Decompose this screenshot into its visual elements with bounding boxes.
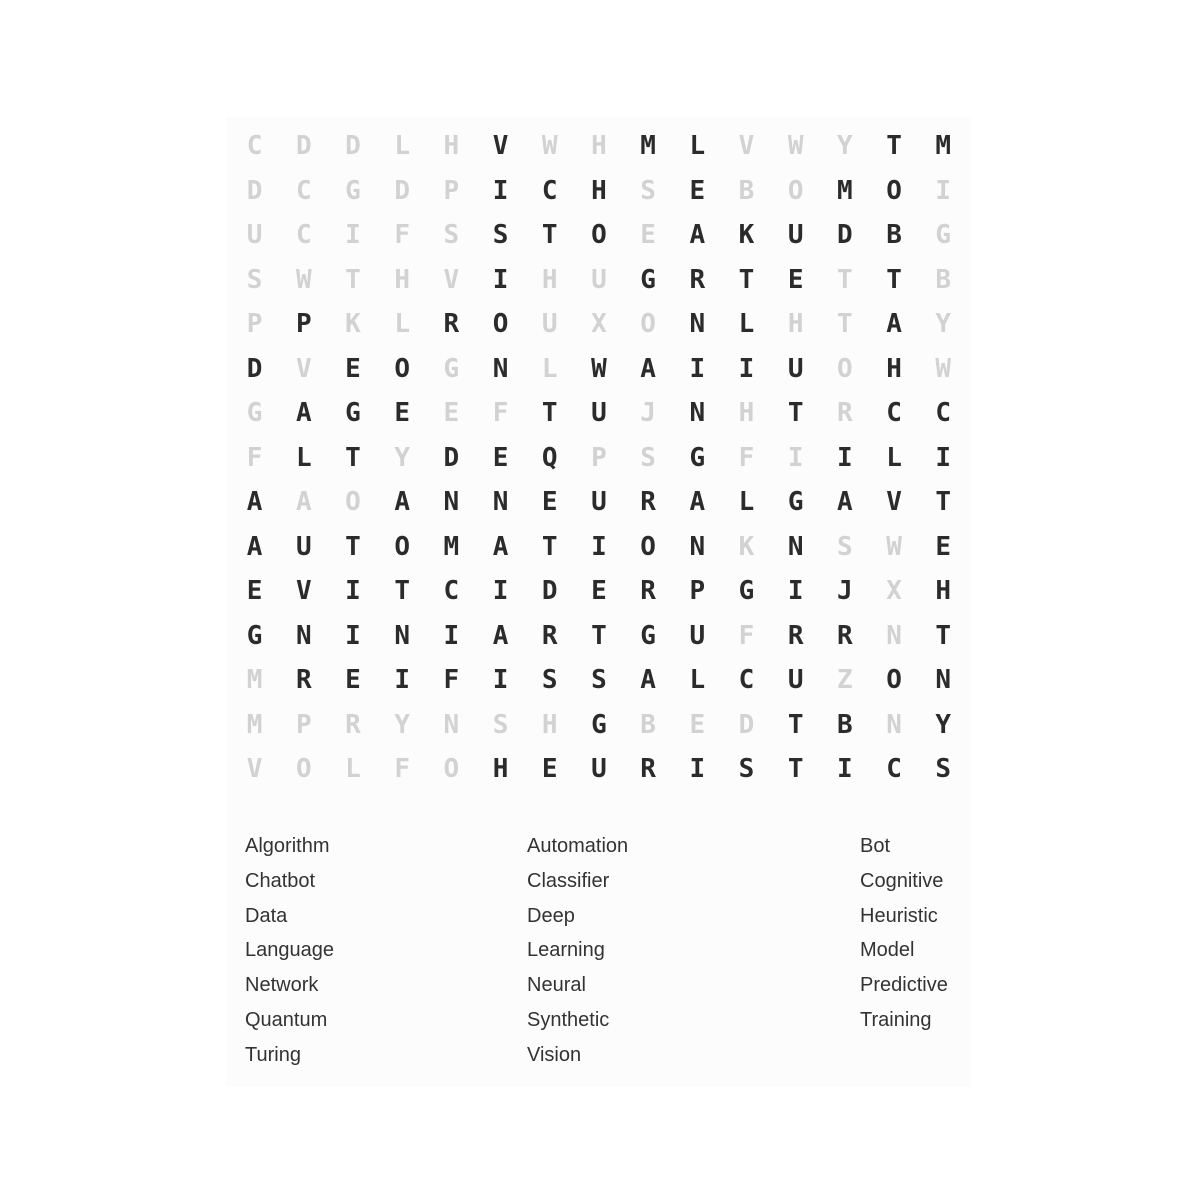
- grid-letter[interactable]: D: [295, 131, 312, 162]
- grid-letter-found[interactable]: L: [738, 487, 755, 518]
- grid-letter-found[interactable]: R: [443, 309, 460, 340]
- grid-letter[interactable]: V: [738, 131, 755, 162]
- grid-letter-found[interactable]: G: [738, 576, 755, 607]
- grid-letter[interactable]: I: [345, 220, 361, 251]
- grid-letter-found[interactable]: O: [886, 175, 902, 206]
- grid-letter[interactable]: L: [394, 309, 410, 340]
- grid-letter-found[interactable]: U: [787, 353, 804, 384]
- grid-letter-found[interactable]: A: [492, 620, 509, 651]
- grid-letter[interactable]: H: [394, 264, 410, 295]
- grid-letter-found[interactable]: U: [295, 531, 312, 562]
- grid-letter[interactable]: T: [345, 264, 361, 295]
- grid-letter[interactable]: O: [345, 487, 361, 518]
- grid-letter-found[interactable]: N: [443, 487, 460, 518]
- grid-letter-found[interactable]: U: [787, 220, 804, 251]
- grid-letter-found[interactable]: U: [591, 398, 607, 429]
- grid-letter-found[interactable]: U: [591, 754, 607, 785]
- grid-letter-found[interactable]: E: [345, 665, 361, 696]
- grid-letter[interactable]: H: [738, 398, 755, 429]
- grid-letter[interactable]: S: [443, 220, 460, 251]
- word-list-item: Language: [245, 939, 334, 962]
- grid-letter[interactable]: Y: [837, 131, 853, 162]
- grid-letter-found[interactable]: A: [295, 398, 312, 429]
- grid-letter[interactable]: O: [787, 175, 804, 206]
- grid-letter-found[interactable]: S: [492, 220, 509, 251]
- grid-letter[interactable]: O: [837, 353, 853, 384]
- grid-letter[interactable]: D: [246, 175, 263, 206]
- grid-letter[interactable]: Y: [394, 709, 410, 740]
- grid-letter[interactable]: S: [837, 531, 853, 562]
- grid-letter[interactable]: P: [443, 175, 460, 206]
- word-list-item: Classifier: [527, 869, 610, 892]
- grid-letter[interactable]: P: [295, 709, 312, 740]
- grid-letter-found[interactable]: T: [738, 264, 755, 295]
- grid-letter[interactable]: L: [394, 131, 410, 162]
- grid-letter-found[interactable]: I: [738, 353, 755, 384]
- grid-letter[interactable]: I: [935, 175, 952, 206]
- grid-letter-found[interactable]: A: [640, 665, 656, 696]
- grid-letter-found[interactable]: R: [640, 576, 656, 607]
- grid-letter-found[interactable]: U: [689, 620, 706, 651]
- grid-letter[interactable]: C: [295, 175, 312, 206]
- grid-letter-found[interactable]: N: [787, 531, 804, 562]
- grid-letter[interactable]: O: [640, 309, 656, 340]
- grid-letter-found[interactable]: N: [492, 487, 509, 518]
- grid-letter-found[interactable]: E: [394, 398, 410, 429]
- word-list-item: Training: [860, 1008, 932, 1031]
- grid-letter-found[interactable]: D: [443, 442, 460, 473]
- grid-letter-found[interactable]: I: [837, 442, 853, 473]
- grid-letter[interactable]: H: [541, 264, 558, 295]
- grid-letter-found[interactable]: L: [886, 442, 902, 473]
- grid-letter-found[interactable]: I: [443, 620, 460, 651]
- grid-letter-found[interactable]: U: [591, 487, 607, 518]
- grid-letter[interactable]: V: [295, 353, 312, 384]
- word-list-item: Heuristic: [860, 904, 938, 927]
- grid-letter[interactable]: S: [246, 264, 263, 295]
- grid-letter[interactable]: I: [787, 442, 804, 473]
- grid-letter[interactable]: C: [246, 131, 263, 162]
- word-list-item: Synthetic: [527, 1008, 610, 1031]
- grid-letter-found[interactable]: E: [591, 576, 607, 607]
- grid-letter-found[interactable]: R: [541, 620, 558, 651]
- grid-letter[interactable]: F: [394, 754, 410, 785]
- grid-letter-found[interactable]: T: [787, 754, 804, 785]
- grid-letter[interactable]: Z: [837, 665, 853, 696]
- grid-letter-found[interactable]: T: [591, 620, 607, 651]
- grid-letter[interactable]: H: [541, 709, 558, 740]
- grid-letter-found[interactable]: R: [689, 264, 706, 295]
- grid-letter[interactable]: B: [640, 709, 656, 740]
- grid-letter[interactable]: S: [640, 442, 656, 473]
- grid-letter[interactable]: G: [443, 353, 460, 384]
- grid-letter[interactable]: W: [886, 531, 902, 562]
- word-list-item: Bot: [860, 835, 891, 857]
- grid-letter-found[interactable]: S: [591, 665, 607, 696]
- grid-letter[interactable]: D: [394, 175, 410, 206]
- grid-letter[interactable]: Y: [394, 442, 410, 473]
- grid-letter-found[interactable]: G: [640, 620, 656, 651]
- grid-letter-found[interactable]: P: [689, 576, 706, 607]
- grid-letter-found[interactable]: G: [246, 620, 263, 651]
- grid-letter-found[interactable]: T: [787, 709, 804, 740]
- grid-letter-found[interactable]: N: [689, 309, 706, 340]
- grid-letter-found[interactable]: B: [886, 220, 902, 251]
- grid-letter-found[interactable]: I: [492, 175, 509, 206]
- grid-letter[interactable]: D: [738, 709, 755, 740]
- grid-letter[interactable]: B: [935, 264, 952, 295]
- grid-letter-found[interactable]: N: [689, 531, 706, 562]
- grid-letter-found[interactable]: E: [492, 442, 509, 473]
- grid-letter-found[interactable]: T: [541, 398, 558, 429]
- grid-letter-found[interactable]: D: [837, 220, 853, 251]
- grid-letter[interactable]: U: [541, 309, 558, 340]
- grid-letter-found[interactable]: M: [640, 131, 656, 162]
- grid-letter[interactable]: E: [443, 398, 460, 429]
- grid-letter[interactable]: D: [345, 131, 361, 162]
- grid-letter-found[interactable]: V: [492, 131, 509, 162]
- grid-letter-found[interactable]: E: [935, 531, 952, 562]
- grid-letter[interactable]: G: [345, 175, 361, 206]
- grid-letter-found[interactable]: I: [837, 754, 853, 785]
- grid-letter-found[interactable]: L: [738, 309, 755, 340]
- grid-letter[interactable]: X: [886, 576, 902, 607]
- grid-letter[interactable]: F: [492, 398, 509, 429]
- grid-letter-found[interactable]: A: [886, 309, 902, 340]
- word-list-item: Learning: [527, 939, 605, 962]
- grid-letter-found[interactable]: S: [738, 754, 755, 785]
- grid-letter[interactable]: K: [738, 531, 755, 562]
- grid-letter-found[interactable]: I: [394, 665, 410, 696]
- grid-letter-found[interactable]: A: [689, 220, 706, 251]
- grid-letter[interactable]: U: [246, 220, 263, 251]
- grid-letter-found[interactable]: O: [886, 665, 902, 696]
- grid-letter-found[interactable]: I: [492, 576, 509, 607]
- grid-letter-found[interactable]: Q: [541, 442, 558, 473]
- grid-letter[interactable]: Y: [935, 309, 952, 340]
- grid-letter-found[interactable]: P: [295, 309, 312, 340]
- grid-letter[interactable]: L: [345, 754, 361, 785]
- grid-letter-found[interactable]: M: [443, 531, 460, 562]
- grid-letter-found[interactable]: G: [591, 709, 607, 740]
- grid-letter-found[interactable]: N: [935, 665, 952, 696]
- grid-letter-found[interactable]: V: [886, 487, 902, 518]
- grid-letter-found[interactable]: E: [541, 487, 558, 518]
- grid-letter-found[interactable]: C: [886, 398, 902, 429]
- grid-letter-found[interactable]: O: [591, 220, 607, 251]
- grid-letter-found[interactable]: A: [246, 531, 263, 562]
- grid-letter-found[interactable]: A: [689, 487, 706, 518]
- grid-letter-found[interactable]: Y: [935, 709, 952, 740]
- grid-letter[interactable]: T: [837, 309, 853, 340]
- grid-letter-found[interactable]: T: [541, 220, 558, 251]
- grid-letter[interactable]: R: [837, 398, 853, 429]
- grid-letter[interactable]: W: [295, 264, 312, 295]
- grid-letter-found[interactable]: O: [394, 531, 410, 562]
- grid-letter-found[interactable]: S: [541, 665, 558, 696]
- grid-letter-found[interactable]: C: [541, 175, 558, 206]
- grid-letter-found[interactable]: I: [591, 531, 607, 562]
- grid-letter[interactable]: R: [345, 709, 361, 740]
- grid-letter-found[interactable]: C: [886, 754, 902, 785]
- grid-letter-found[interactable]: E: [246, 576, 263, 607]
- grid-letter-found[interactable]: I: [689, 353, 706, 384]
- grid-letter[interactable]: F: [246, 442, 263, 473]
- grid-letter[interactable]: B: [738, 175, 755, 206]
- word-list-item: Algorithm: [245, 835, 330, 857]
- grid-letter[interactable]: F: [738, 442, 755, 473]
- word-list-item: Chatbot: [245, 869, 316, 892]
- grid-letter-found[interactable]: A: [394, 487, 410, 518]
- grid-letter[interactable]: M: [246, 665, 263, 696]
- grid-letter-found[interactable]: T: [394, 576, 410, 607]
- word-list-item: Vision: [527, 1043, 582, 1066]
- grid-letter-found[interactable]: T: [886, 264, 902, 295]
- grid-letter-found[interactable]: L: [689, 131, 706, 162]
- grid-letter-found[interactable]: N: [689, 398, 706, 429]
- grid-letter-found[interactable]: T: [787, 398, 804, 429]
- grid-letter-found[interactable]: I: [492, 264, 509, 295]
- grid-letter-found[interactable]: G: [787, 487, 804, 518]
- grid-letter-found[interactable]: O: [492, 309, 509, 340]
- grid-letter[interactable]: H: [591, 131, 607, 162]
- grid-letter-found[interactable]: W: [591, 353, 607, 384]
- grid-letter-found[interactable]: N: [295, 620, 312, 651]
- grid-letter-found[interactable]: M: [837, 175, 853, 206]
- grid-letter-found[interactable]: T: [886, 131, 902, 162]
- word-list-item: Data: [245, 904, 288, 927]
- grid-letter[interactable]: O: [443, 754, 460, 785]
- grid-letter-found[interactable]: H: [591, 175, 607, 206]
- grid-letter[interactable]: C: [295, 220, 312, 251]
- grid-letter[interactable]: S: [492, 709, 509, 740]
- grid-letter[interactable]: S: [640, 175, 656, 206]
- grid-letter[interactable]: G: [935, 220, 952, 251]
- grid-letter-found[interactable]: T: [345, 531, 361, 562]
- grid-letter[interactable]: A: [295, 487, 312, 518]
- grid-letter-found[interactable]: L: [689, 665, 706, 696]
- grid-letter-found[interactable]: N: [394, 620, 410, 651]
- grid-letter[interactable]: V: [246, 754, 263, 785]
- grid-letter-found[interactable]: C: [935, 398, 952, 429]
- grid-letter-found[interactable]: K: [738, 220, 755, 251]
- grid-letter[interactable]: O: [295, 754, 312, 785]
- word-list-item: Predictive: [860, 974, 948, 997]
- grid-letter-found[interactable]: T: [541, 531, 558, 562]
- grid-letter-found[interactable]: E: [689, 175, 706, 206]
- grid-letter[interactable]: J: [640, 398, 656, 429]
- grid-letter-found[interactable]: A: [492, 531, 509, 562]
- grid-letter-found[interactable]: A: [246, 487, 263, 518]
- grid-letter[interactable]: F: [394, 220, 410, 251]
- grid-letter[interactable]: F: [738, 620, 755, 651]
- grid-letter-found[interactable]: C: [738, 665, 755, 696]
- grid-letter-found[interactable]: S: [935, 754, 952, 785]
- grid-letter-found[interactable]: N: [492, 353, 509, 384]
- grid-letter-found[interactable]: A: [640, 353, 656, 384]
- grid-letter-found[interactable]: V: [295, 576, 312, 607]
- grid-letter[interactable]: K: [345, 309, 361, 340]
- grid-letter-found[interactable]: F: [443, 665, 460, 696]
- grid-letter[interactable]: V: [443, 264, 460, 295]
- grid-letter-found[interactable]: R: [295, 665, 312, 696]
- word-list-item: Deep: [527, 904, 575, 927]
- grid-letter-found[interactable]: I: [345, 576, 361, 607]
- grid-letter-found[interactable]: G: [689, 442, 706, 473]
- word-list-item: Turing: [245, 1043, 301, 1066]
- grid-letter[interactable]: W: [541, 131, 558, 162]
- letter-grid: [230, 124, 968, 792]
- grid-letter-found[interactable]: E: [787, 264, 804, 295]
- word-list-column-3: [860, 829, 948, 1038]
- word-list-item: Model: [860, 939, 915, 962]
- grid-letter-found[interactable]: I: [935, 442, 952, 473]
- grid-letter-found[interactable]: E: [541, 754, 558, 785]
- grid-letter-found[interactable]: C: [443, 576, 460, 607]
- word-list-item: Network: [245, 974, 319, 997]
- grid-letter-found[interactable]: T: [935, 487, 952, 518]
- grid-letter-found[interactable]: T: [935, 620, 952, 651]
- grid-letter[interactable]: M: [246, 709, 263, 740]
- grid-letter-found[interactable]: H: [886, 353, 902, 384]
- grid-letter-found[interactable]: M: [935, 131, 952, 162]
- grid-letter-found[interactable]: G: [345, 398, 361, 429]
- word-list-item: Quantum: [245, 1008, 328, 1031]
- grid-letter[interactable]: N: [443, 709, 460, 740]
- grid-letter-found[interactable]: R: [787, 620, 804, 651]
- grid-letter-found[interactable]: O: [394, 353, 410, 384]
- grid-letter-found[interactable]: B: [837, 709, 853, 740]
- grid-letter[interactable]: H: [787, 309, 804, 340]
- word-list-item: Cognitive: [860, 869, 944, 892]
- grid-letter[interactable]: W: [787, 131, 804, 162]
- grid-letter-found[interactable]: I: [689, 754, 706, 785]
- grid-letter-found[interactable]: H: [492, 754, 509, 785]
- grid-letter-found[interactable]: I: [787, 576, 804, 607]
- grid-letter[interactable]: P: [591, 442, 607, 473]
- grid-letter[interactable]: E: [640, 220, 656, 251]
- grid-letter[interactable]: G: [246, 398, 263, 429]
- grid-letter-found[interactable]: R: [640, 754, 656, 785]
- word-list-column-1: [245, 829, 334, 1073]
- grid-letter-found[interactable]: R: [837, 620, 853, 651]
- grid-letter-found[interactable]: I: [345, 620, 361, 651]
- grid-letter[interactable]: T: [837, 264, 853, 295]
- grid-letter-found[interactable]: G: [640, 264, 656, 295]
- grid-letter[interactable]: E: [689, 709, 706, 740]
- grid-letter[interactable]: X: [591, 309, 607, 340]
- grid-letter[interactable]: W: [935, 353, 952, 384]
- grid-letter-found[interactable]: D: [246, 353, 263, 384]
- grid-letter[interactable]: H: [443, 131, 460, 162]
- grid-letter-found[interactable]: A: [837, 487, 853, 518]
- word-list-column-2: [527, 829, 628, 1073]
- grid-letter-found[interactable]: H: [935, 576, 952, 607]
- grid-letter-found[interactable]: R: [640, 487, 656, 518]
- grid-letter[interactable]: N: [886, 709, 902, 740]
- grid-letter-found[interactable]: L: [295, 442, 312, 473]
- grid-letter-found[interactable]: O: [640, 531, 656, 562]
- grid-letter[interactable]: L: [541, 353, 558, 384]
- grid-letter-found[interactable]: D: [541, 576, 558, 607]
- word-list-item: Automation: [527, 835, 629, 857]
- grid-letter[interactable]: N: [886, 620, 902, 651]
- word-list-item: Neural: [527, 974, 586, 997]
- grid-letter-found[interactable]: J: [837, 576, 853, 607]
- grid-letter[interactable]: P: [246, 309, 263, 340]
- grid-letter-found[interactable]: E: [345, 353, 361, 384]
- grid-letter-found[interactable]: U: [787, 665, 804, 696]
- grid-letter-found[interactable]: T: [345, 442, 361, 473]
- grid-letter[interactable]: U: [591, 264, 607, 295]
- grid-letter-found[interactable]: I: [492, 665, 509, 696]
